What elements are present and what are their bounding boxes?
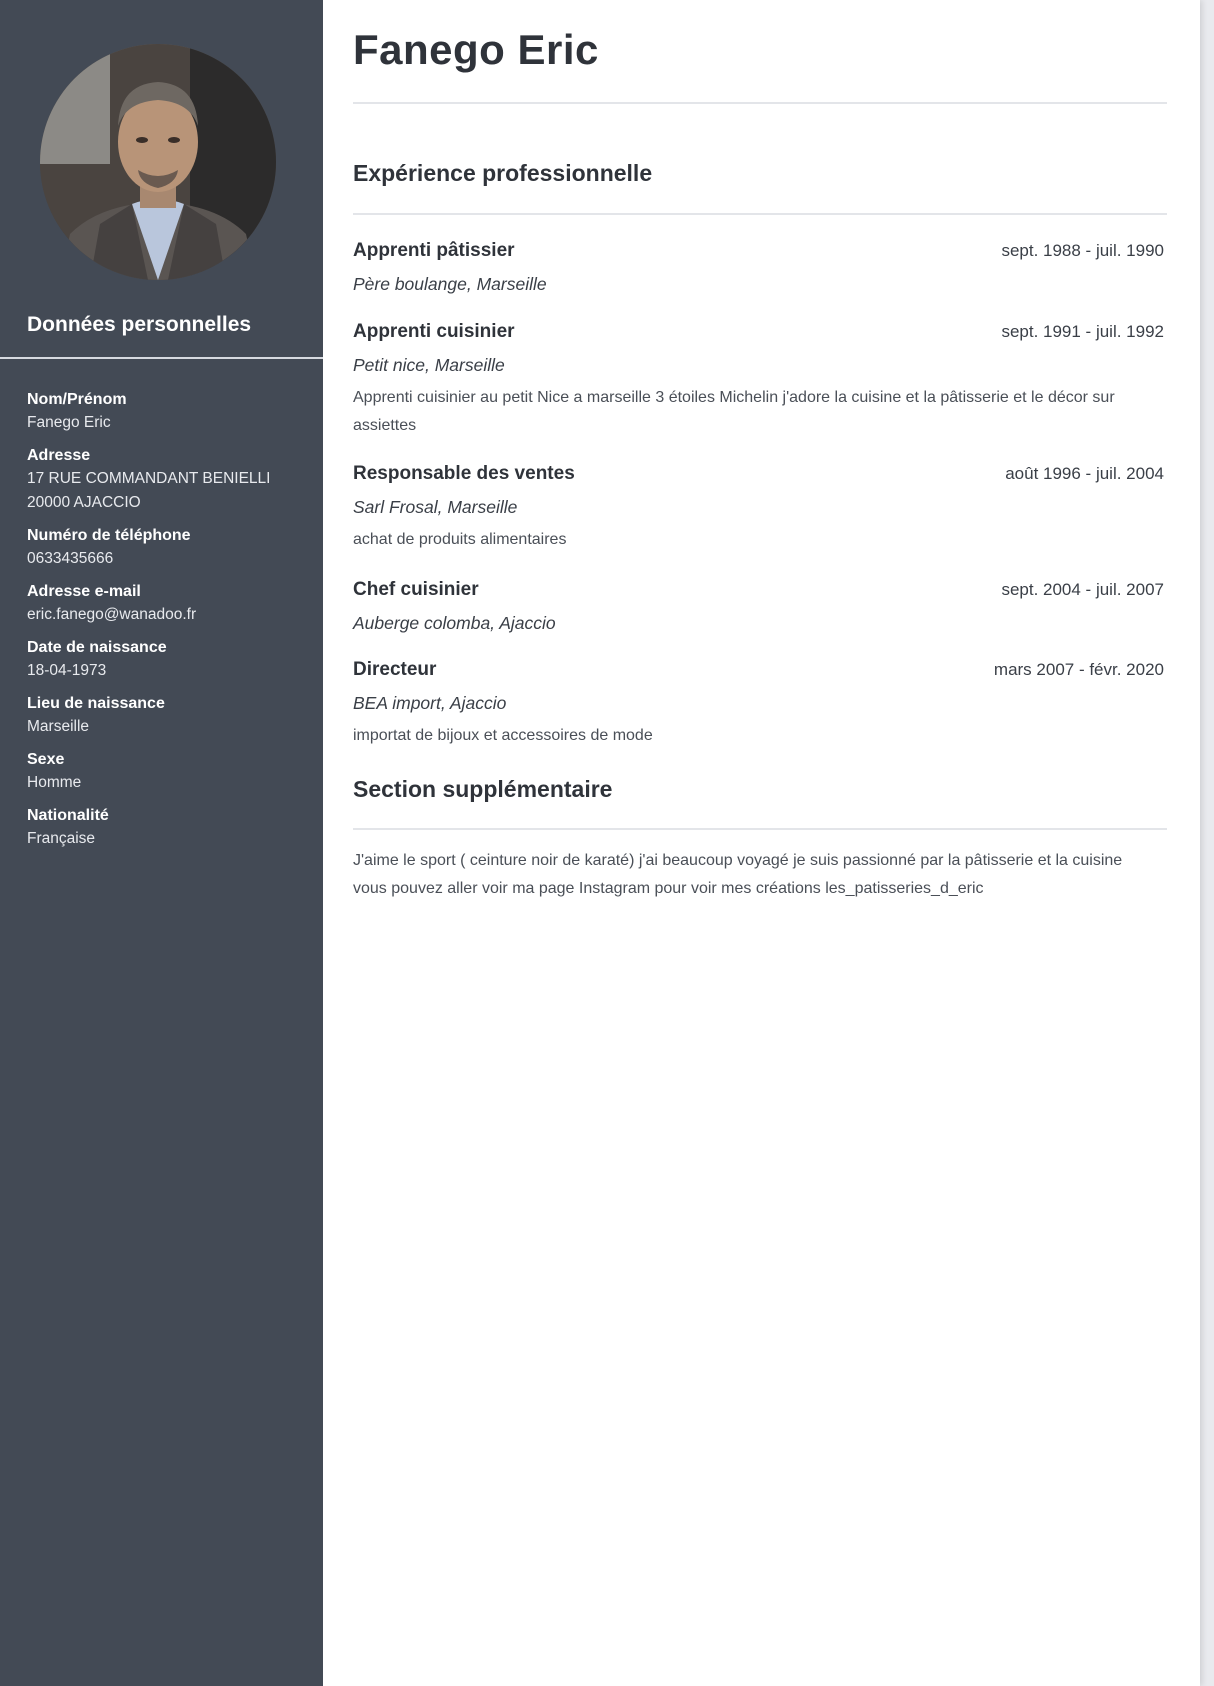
field-birth-place [27,692,312,739]
job-company: Auberge colomba, Ajaccio [353,613,556,633]
field-label: Date de naissance [27,639,167,656]
field-value: 0633435666 [27,550,114,567]
job-title: Apprenti cuisinier [353,321,515,342]
personal-data-list [27,388,312,860]
experience-item [353,463,1167,554]
job-title: Apprenti pâtissier [353,240,515,261]
field-name [27,388,312,435]
personal-data-heading: Données personnelles [27,313,252,336]
field-email [27,580,312,627]
job-title: Directeur [353,659,437,680]
field-birth-date [27,636,312,683]
job-description: achat de produits alimentaires [353,531,567,548]
extra-section-text [353,847,1167,903]
field-value: eric.fanego@wanadoo.fr [27,606,197,623]
profile-photo [40,44,276,280]
experience-item [353,579,1167,636]
field-value: Homme [27,774,82,791]
field-value: Française [27,830,96,847]
job-company: Père boulange, Marseille [353,274,547,294]
field-nationality [27,804,312,851]
field-phone [27,524,312,571]
field-value: Fanego Eric [27,414,111,431]
job-company: BEA import, Ajaccio [353,693,507,713]
name-divider [353,102,1167,104]
job-description: Apprenti cuisinier au petit Nice a marseille 3 étoiles Michelin j'adore la cuisine et la pâtisserie et le décor sur assiettes [353,389,1115,434]
field-sex [27,748,312,795]
field-value: Marseille [27,718,90,735]
job-dates: sept. 1988 - juil. 1990 [1001,241,1164,260]
extra-line: J'aime le sport ( ceinture noir de karaté) j'ai beaucoup voyagé je suis passionné par la pâtisserie et la cuisine [353,852,1123,869]
experience-item [353,240,1167,297]
field-label: Numéro de téléphone [27,527,191,544]
field-value: 20000 AJACCIO [27,494,141,511]
extra-section-divider [353,828,1167,830]
field-label: Sexe [27,751,65,768]
experience-item [353,321,1167,440]
job-dates: sept. 2004 - juil. 2007 [1001,580,1164,599]
experience-heading: Expérience professionnelle [353,160,653,186]
field-label: Nom/Prénom [27,391,127,408]
job-dates: mars 2007 - févr. 2020 [993,660,1164,679]
job-company: Petit nice, Marseille [353,355,505,375]
field-label: Nationalité [27,807,109,824]
field-label: Adresse e-mail [27,583,141,600]
extra-section-heading: Section supplémentaire [353,776,613,802]
experience-divider [353,213,1167,215]
extra-line: vous pouvez aller voir ma page Instagram pour voir mes créations les_patisseries_d_eric [353,880,984,897]
job-company: Sarl Frosal, Marseille [353,497,518,517]
sidebar [0,0,323,1686]
field-label: Lieu de naissance [27,695,165,712]
field-label: Adresse [27,447,91,464]
job-title: Chef cuisinier [353,579,479,600]
experience-item [353,659,1167,750]
job-title: Responsable des ventes [353,463,575,484]
field-value: 17 RUE COMMANDANT BENIELLI [27,470,271,487]
job-dates: sept. 1991 - juil. 1992 [1001,322,1164,341]
field-address [27,444,312,515]
job-dates: août 1996 - juil. 2004 [1005,464,1164,483]
job-description: importat de bijoux et accessoires de mode [353,727,653,744]
sidebar-divider [0,357,323,359]
profile-photo-image [40,44,276,280]
person-name: Fanego Eric [353,26,599,73]
field-value: 18-04-1973 [27,662,107,679]
